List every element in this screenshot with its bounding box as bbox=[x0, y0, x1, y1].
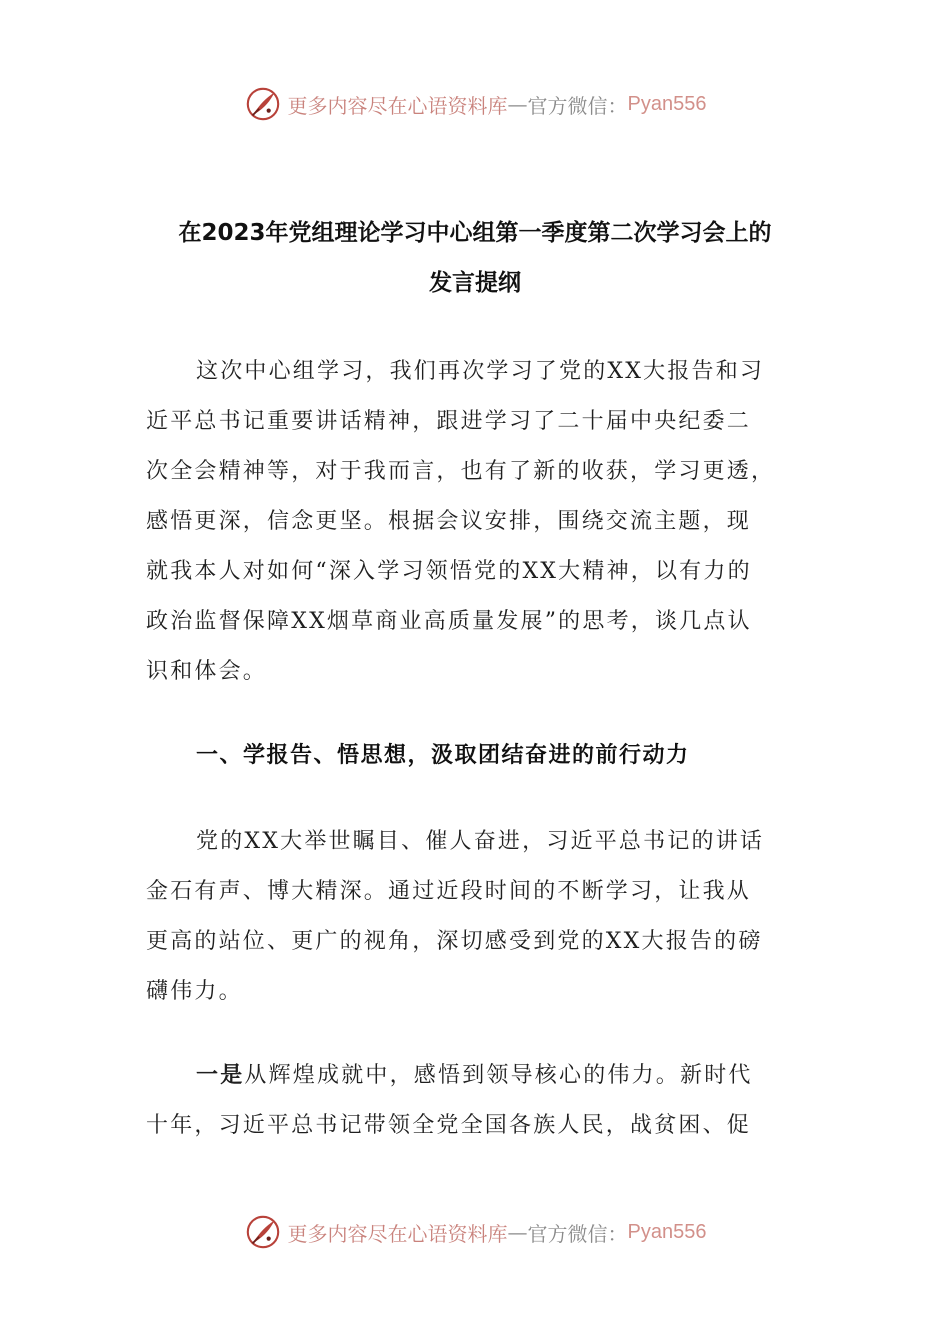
paragraph-1-line: 这次中心组学习，我们再次学习了党的XX大报告和习 bbox=[196, 359, 765, 384]
paragraph-2-line: 礴伟力。 bbox=[146, 979, 243, 1004]
paragraph-1-line: 就我本人对如何“深入学习领悟党的XX大精神，以有力的 bbox=[146, 559, 752, 584]
section-1-heading: 一、学报告、悟思想，汲取团结奋进的前行动力 bbox=[196, 743, 690, 768]
paragraph-2-line: 金石有声、博大精深。通过近段时间的不断学习，让我从 bbox=[146, 879, 752, 904]
watermark-slogan: 更多内容尽在心语资料库 bbox=[287, 1221, 508, 1246]
document-title-line-1: 在2023年党组理论学习中心组第一季度第二次学习会上的 bbox=[178, 220, 772, 246]
watermark-account: Pyan556 bbox=[627, 92, 707, 115]
paragraph-1-line: 政治监督保障XX烟草商业高质量发展”的思考，谈几点认 bbox=[146, 609, 752, 634]
header-watermark bbox=[0, 82, 950, 126]
watermark-slogan: 更多内容尽在心语资料库 bbox=[287, 93, 508, 118]
paragraph-2-line: 更高的站位、更广的视角，深切感受到党的XX大报告的磅 bbox=[146, 929, 763, 954]
paragraph-3-line bbox=[196, 1058, 856, 1089]
paragraph-3-lead: 一是 bbox=[196, 1063, 245, 1088]
watermark-account: Pyan556 bbox=[627, 1220, 707, 1243]
paragraph-3-first-text: 从辉煌成就中，感悟到领导核心的伟力。新时代 bbox=[244, 1063, 753, 1088]
watermark-dash: — bbox=[507, 1220, 528, 1244]
watermark-dash: — bbox=[507, 92, 528, 116]
footer-watermark bbox=[0, 1210, 950, 1254]
watermark-label: 官方微信： bbox=[527, 1221, 628, 1246]
paragraph-3-line: 十年，习近平总书记带领全党全国各族人民，战贫困、促 bbox=[146, 1113, 752, 1138]
feather-pen-logo-icon bbox=[244, 85, 282, 123]
paragraph-1-line: 近平总书记重要讲话精神，跟进学习了二十届中央纪委二 bbox=[146, 409, 752, 434]
paragraph-1-line: 感悟更深，信念更坚。根据会议安排，围绕交流主题，现 bbox=[146, 509, 752, 534]
paragraph-2-line: 党的XX大举世瞩目、催人奋进，习近平总书记的讲话 bbox=[196, 829, 765, 854]
watermark-label: 官方微信： bbox=[527, 93, 628, 118]
paragraph-1-line: 次全会精神等，对于我而言，也有了新的收获，学习更透， bbox=[146, 459, 776, 484]
paragraph-1-line: 识和体会。 bbox=[146, 659, 268, 684]
feather-pen-logo-icon bbox=[244, 1213, 282, 1251]
document-title-line-2: 发言提纲 bbox=[429, 270, 521, 296]
